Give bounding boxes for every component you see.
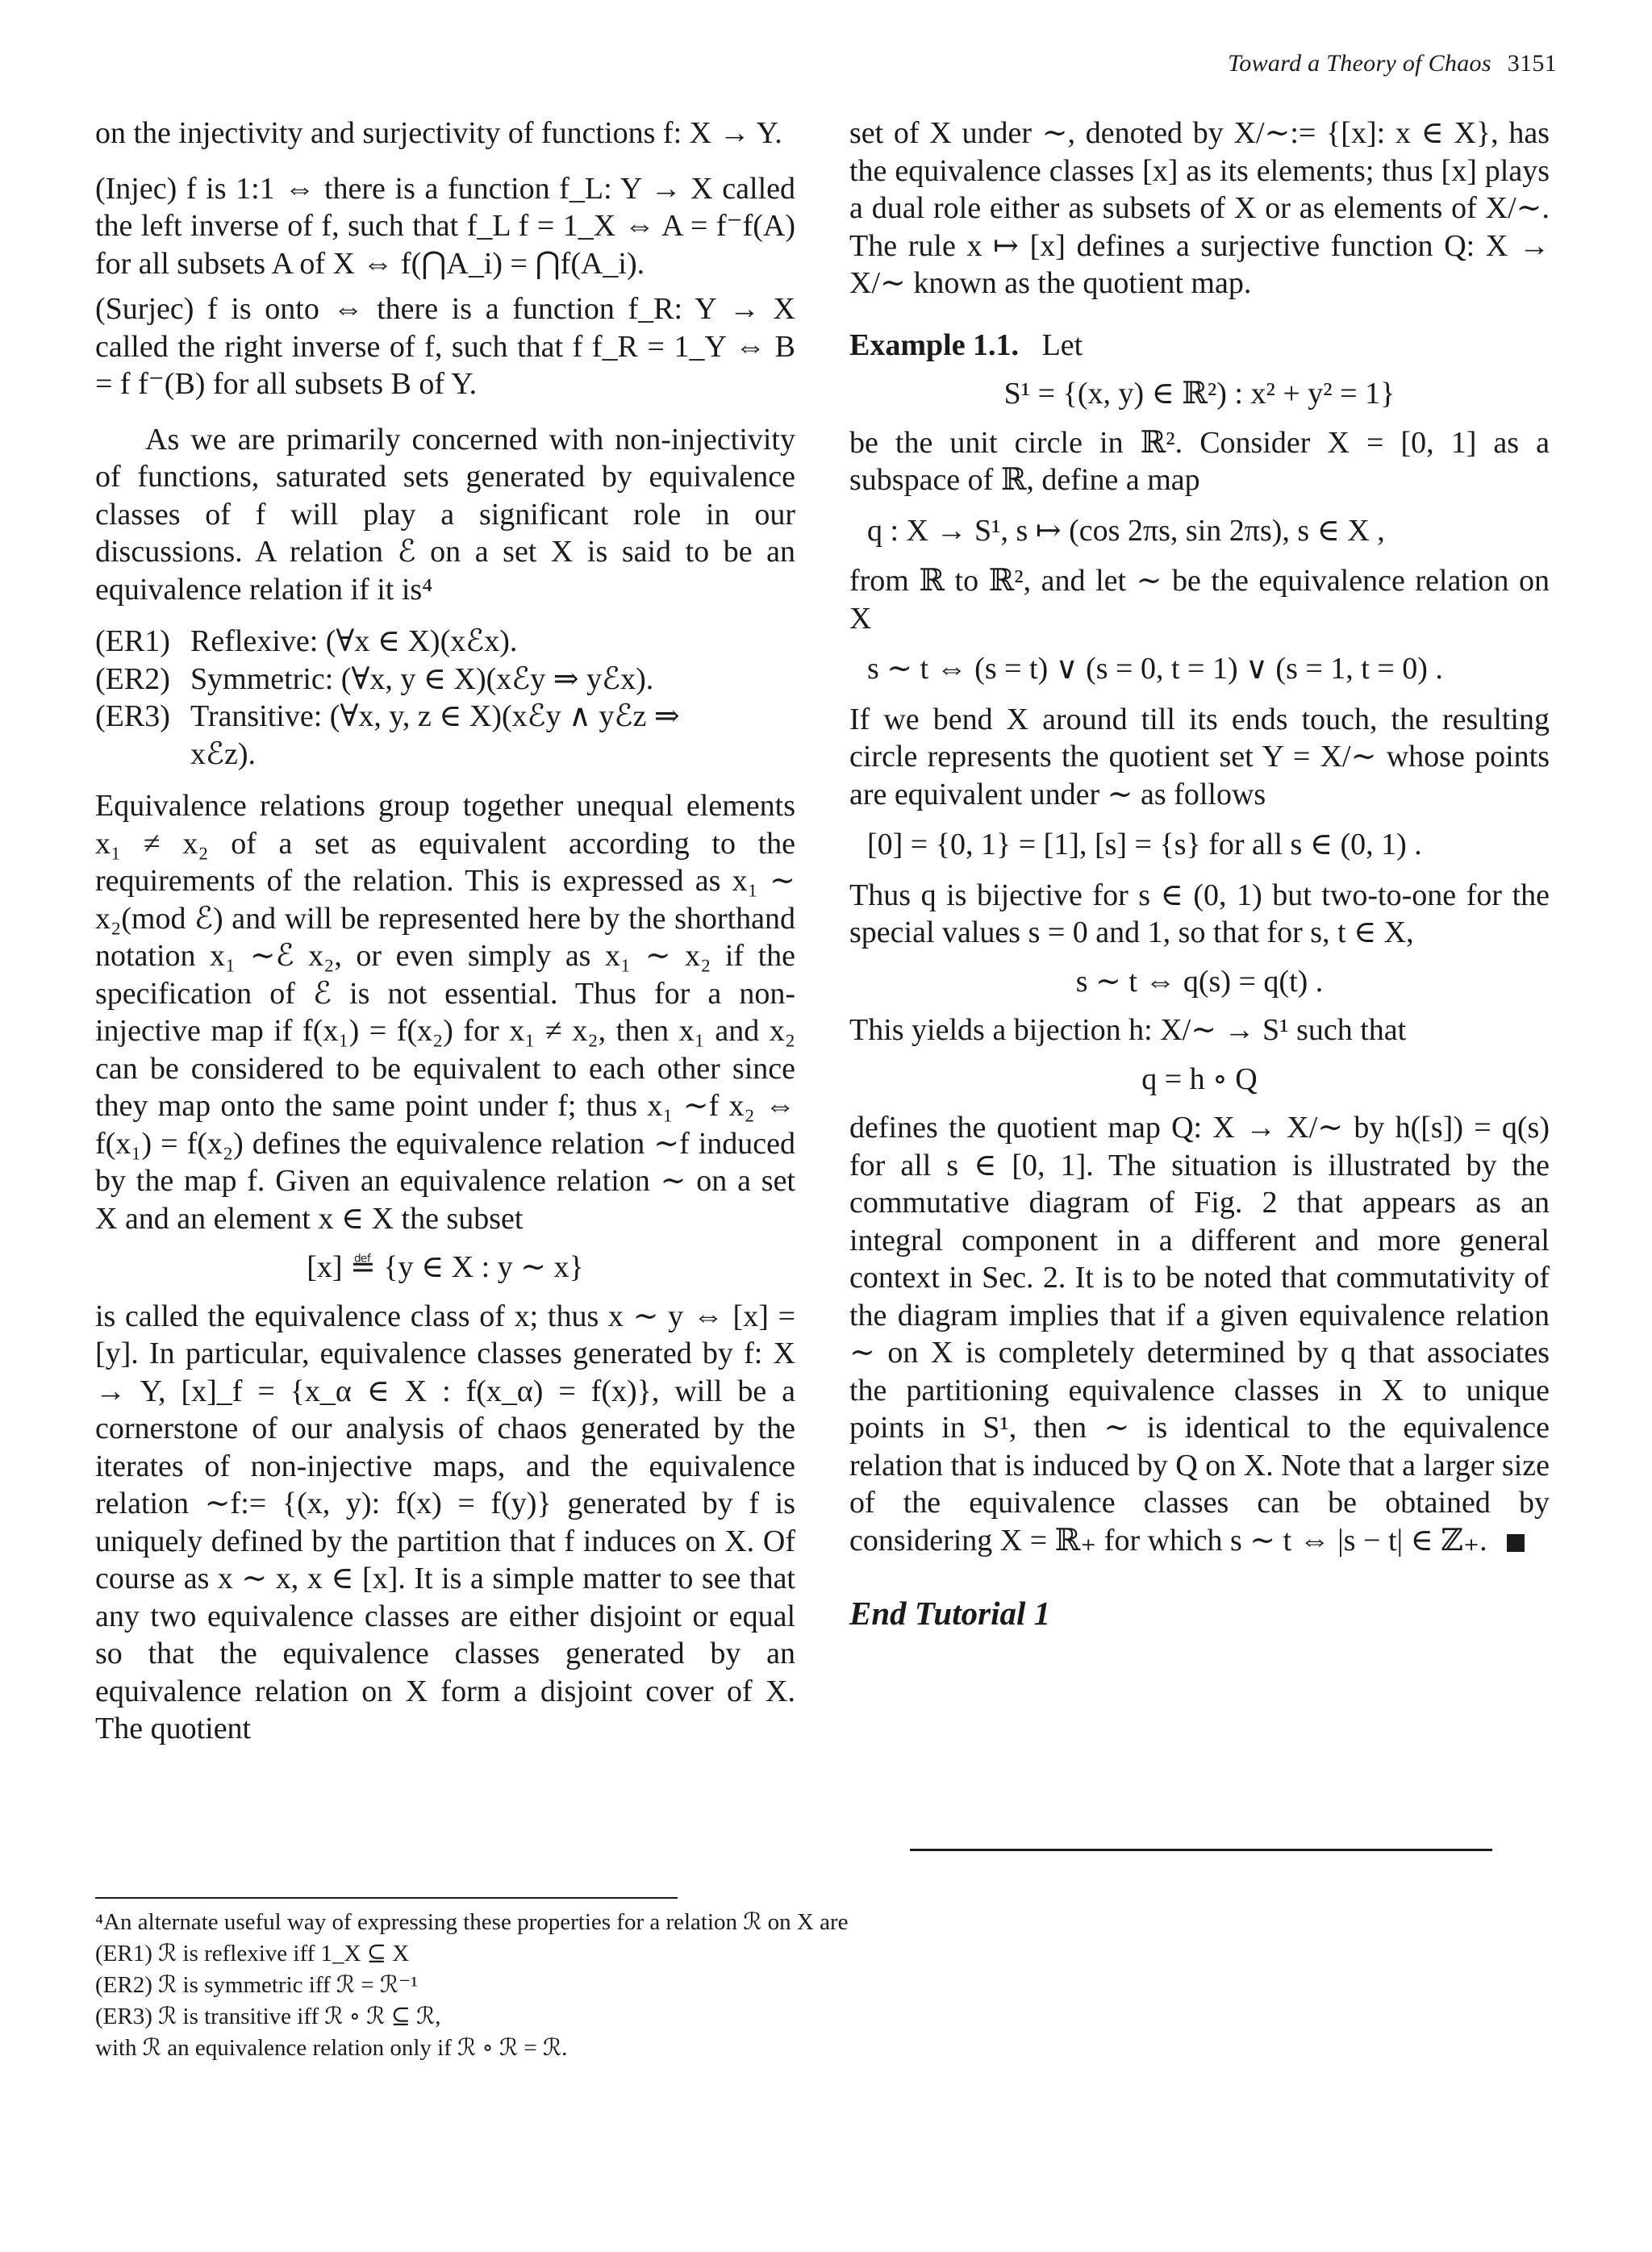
end-tutorial-rule xyxy=(910,1849,1492,1851)
paragraph-class: is called the equivalence class of x; thus x ∼ y ⇔ [x] = [y]. In particular, equivalence classes generated by f: X → Y, [x]_f = {x_α ∈ X : f(x_α) = f(x)}, will be a cornerstone of our analysis of chaos generated by the iterates of non-injective maps, and the equivalence relation ∼f:= {(x, y): f(x) = f(y)} generated by f is uniquely defined by the partition that f induces on X. Of course as x ∼ x, x ∈ [x]. It is a simple matter to see that any two equivalence classes are either disjoint or equal so that the equivalence classes generated by an equivalence relation on X form a disjoint cover of X. The quotient xyxy=(95,1299,795,1745)
paragraph-yields: This yields a bijection h: X/∼ → S¹ such that xyxy=(849,1013,1407,1047)
paragraph-unit-circle: be the unit circle in ℝ². Consider X = [0, 1] as a subspace of ℝ, define a map xyxy=(849,425,1550,497)
paragraph-surjec: (Surjec) f is onto ⇔ there is a function f_R: Y → X called the right inverse of f, such that f f_R = 1_Y ⇔ B = f f⁻(B) for all subsets B of Y. xyxy=(95,292,795,401)
paragraph-quotient: set of X under ∼, denoted by X/∼:= {[x]: x ∈ X}, has the equivalence classes [x] as its elements; thus [x] plays a dual role either as subsets of X or as elements of X/∼. The rule x ↦ [x] defines a surjective function Q: X → X/∼ known as the quotient map. xyxy=(849,116,1550,300)
paragraph-concern: As we are primarily concerned with non-injectivity of functions, saturated sets generated by equivalence classes of f will play a significant role in our discussions. A relation ℰ on a set X is said to be an equivalence relation if it is⁴ xyxy=(95,422,795,607)
list-item xyxy=(95,661,795,699)
footnote-rule xyxy=(95,1897,678,1899)
list-item xyxy=(95,623,795,661)
er2-text: Symmetric: (∀x, y ∈ X)(xℰy ⇒ yℰx). xyxy=(190,661,654,696)
equation-classes: [0] = {0, 1} = [1], [s] = {s} for all s ∈ (0, 1) . xyxy=(867,828,1422,861)
equation-class-definition: [x] ≝ {y ∈ X : y ∼ x} xyxy=(307,1250,584,1284)
paragraph-defines xyxy=(849,1109,1550,1559)
equation-relation: s ∼ t ⇔ (s = t) ∨ (s = 0, t = 1) ∨ (s = 1, t = 0) . xyxy=(867,652,1443,686)
paragraph-intro: on the injectivity and surjectivity of functions f: X → Y. xyxy=(95,116,782,150)
footnote-line: (ER1) ℛ is reflexive iff 1_X ⊆ X xyxy=(95,1941,410,1966)
page-number: 3151 xyxy=(1507,50,1557,77)
left-column xyxy=(95,115,795,1748)
end-tutorial-heading: End Tutorial 1 xyxy=(849,1595,1051,1632)
paragraph-defines-text: defines the quotient map Q: X → X/∼ by h([s]) = q(s) for all s ∈ [0, 1]. The situation is illustrated by the commutative diagram of Fig. 2 that appears as an integral component in a different and more general context in Sec. 2. It is to be noted that commutativity of the diagram implies that if a given equivalence relation ∼ on X is completely determined by q that associates the partitioning equivalence classes in X to unique points in S¹, then ∼ is identical to the equivalence relation that is induced by Q on X. Note that a larger size of the equivalence classes can be obtained by considering X = ℝ₊ for which s ∼ t ⇔ |s − t| ∈ ℤ₊. xyxy=(849,1111,1550,1558)
equation-map-q: q : X → S¹, s ↦ (cos 2πs, sin 2πs), s ∈ X , xyxy=(867,513,1385,548)
er1-text: Reflexive: (∀x ∈ X)(xℰx). xyxy=(190,624,518,658)
equation-h-compose-q: q = h ∘ Q xyxy=(1141,1061,1258,1096)
footnote-line: (ER2) ℛ is symmetric iff ℛ = ℛ⁻¹ xyxy=(95,1972,418,1998)
paragraph-thus: Thus q is bijective for s ∈ (0, 1) but two-to-one for the special values s = 0 and 1, so that for s, t ∈ X, xyxy=(849,878,1550,949)
footnote-line: (ER3) ℛ is transitive iff ℛ ∘ ℛ ⊆ ℛ, xyxy=(95,2004,441,2029)
running-header xyxy=(1228,50,1557,77)
qed-square-icon xyxy=(1507,1534,1525,1552)
er3-text: Transitive: (∀x, y, z ∈ X)(xℰy ∧ yℰz ⇒ xyxy=(190,699,680,733)
running-title: Toward a Theory of Chaos xyxy=(1228,50,1491,77)
er3-tag: (ER3) xyxy=(95,699,170,733)
er2-tag: (ER2) xyxy=(95,661,170,696)
footnote-line: with ℛ an equivalence relation only if ℛ ∘ ℛ = ℛ. xyxy=(95,2035,568,2061)
paragraph-from: from ℝ to ℝ², and let ∼ be the equivalence relation on X xyxy=(849,564,1550,636)
er3-continuation: xℰz). xyxy=(190,736,257,771)
equation-q-equal: s ∼ t ⇔ q(s) = q(t) . xyxy=(1075,964,1324,999)
list-item xyxy=(95,698,795,736)
footnote-line: ⁴An alternate useful way of expressing these properties for a relation ℛ on X are xyxy=(95,1909,849,1935)
paragraph-bend: If we bend X around till its ends touch, the resulting circle represents the quotient set Y = X/∼ whose points are equivalent under ∼ as follows xyxy=(849,702,1550,811)
example-let: Let xyxy=(1041,327,1083,362)
equivalence-axioms-list xyxy=(95,623,795,773)
paragraph-group: Equivalence relations group together unequal elements x₁ ≠ x₂ of a set as equivalent according to the requirements of the relation. This is expressed as x₁ ∼ x₂(mod ℰ) and will be represented here by the shorthand notation x₁ ∼ℰ x₂, or even simply as x₁ ∼ x₂ if the specification of ℰ is not essential. Thus for a non-injective map if f(x₁) = f(x₂) for x₁ ≠ x₂, then x₁ and x₂ can be considered to be equivalent to each other since they map onto the same point under f; thus x₁ ∼f x₂ ⇔ f(x₁) = f(x₂) defines the equivalence relation ∼f induced by the map f. Given an equivalence relation ∼ on a set X and an element x ∈ X the subset xyxy=(95,789,795,1236)
footnotes xyxy=(95,1907,1305,2064)
right-column xyxy=(849,115,1550,1633)
example-label: Example 1.1. xyxy=(849,327,1020,362)
example-heading xyxy=(849,327,1550,365)
er1-tag: (ER1) xyxy=(95,624,170,658)
equation-unit-circle: S¹ = {(x, y) ∈ ℝ²) : x² + y² = 1} xyxy=(1003,377,1395,411)
paragraph-injec: (Injec) f is 1:1 ⇔ there is a function f_L: Y → X called the left inverse of f, such that f_L f = 1_X ⇔ A = f⁻f(A) for all subsets A of X ⇔ f(⋂A_i) = ⋂f(A_i). xyxy=(95,171,795,281)
